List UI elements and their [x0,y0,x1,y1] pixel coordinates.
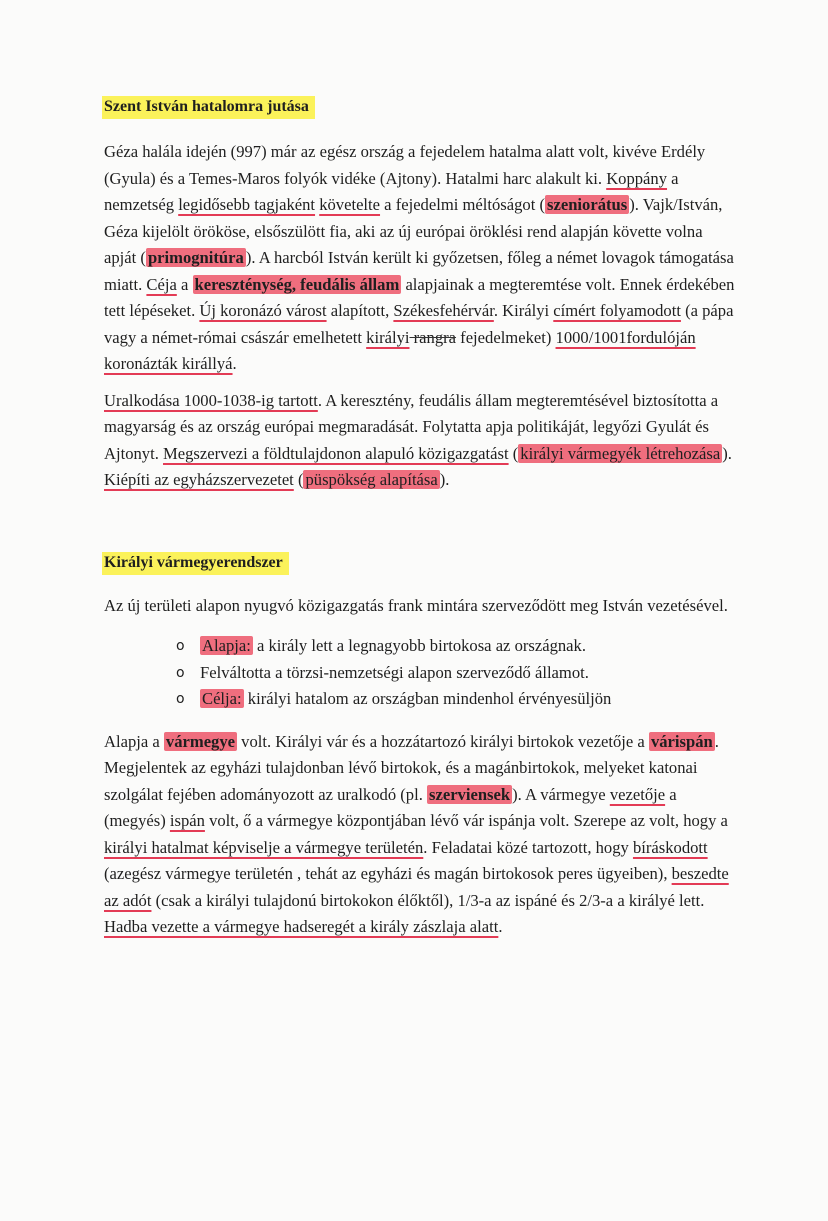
highlight: királyi vármegyék létrehozása [520,443,721,463]
section-county-system [104,552,736,941]
highlight: szerviensek [429,784,511,804]
bullet-icon: o [176,664,185,681]
highlight: püspökség alapítása [305,470,438,489]
paragraph: Az új területi alapon nyugvó közigazgatás frank mintára szerveződött meg István vezetésével. [104,595,728,615]
paragraph: Géza halála idején (997) már az egész ország a fejedelem hatalma alatt volt, kivéve Erdély (Gyula) és a Temes-Maros folyók vidéke (Ajtony). Hatalmi harc alakult ki. Koppány a nemzetség legidősebb tagjaként követelte a fejedelmi méltóságot ( szeniorátus ). Vajk/István, Géza kijelölt örököse, elsőszülött fia, aki az új európai öröklési rend alapján követte volna apját ( primognitúra ). A harcból István került ki győzetsen, főleg a német lovagok támogatása miatt. Céja a kereszténység, feudális állam alapjainak a megteremtése volt. Ennek érdekében tett lépéseket. Új koronázó várost alapított, Székesfehérvár. Királyi címért folyamodott (a pápa vagy a német-római császár emelhetett királyi rangra fejedelmeket) 1000/1001fordulóján koronázták királlyá. [104,142,735,373]
highlight: Alapja: [202,636,251,655]
section-title: Királyi vármegyerendszer [102,552,289,575]
list-item: o Felváltotta a törzsi-nemzetségi alapon szerveződő államot. [176,660,736,687]
highlight: szeniorátus [547,195,628,214]
highlight: várispán [650,731,713,751]
highlight: kereszténység, feudális állam [194,274,400,294]
bullet-icon: o [176,691,185,707]
highlight: Célja: [202,689,242,708]
section-title: Szent István hatalomra jutása [102,96,315,119]
highlight: vármegye [165,731,236,751]
bullet-icon: o [176,638,185,654]
paragraph: Uralkodása 1000-1038-ig tartott. A keresztény, feudális állam megteremtésével biztosította a magyarság és az ország európai megmaradását. Folytatta apja politikáját, legyőzi Gyulát és Ajtonyt. Megszervezi a földtulajdonon alapuló közigazgatást ( királyi vármegyék létrehozása ). Kiépíti az egyházszervezetet ( püspökség alapítása ). [104,390,732,489]
section-stephen-rise [104,96,736,494]
list-item: o Alapja: a király lett a legnagyobb birtokosa az országnak. [176,633,736,660]
highlight: primognitúra [147,248,244,267]
paragraph: Alapja a vármegye volt. Királyi vár és a hozzátartozó királyi birtokok vezetője a várispán . Megjelentek az egyházi tulajdonban lévő birtokok, és a magánbirtokok, melyeket katonai szolgálat fejében adományozott az uralkodó (pl. szerviensek ). A vármegye vezetője a (megyés) ispán volt, ő a vármegye központjában lévő vár ispánja volt. Szerepe az volt, hogy a királyi hatalmat képviselje a vármegye területén. Feladatai közé tartozott, hogy bíráskodott (azegész vármegye területén , tehát az egyházi és magán birtokosok peres ügyeiben), beszedte az adót (csak a királyi tulajdonú birtokokon élőktől), 1/3-a az ispáné és 2/3-a a királyé lett. Hadba vezette a vármegye hadseregét a király zászlaja alatt. [104,731,729,936]
bullet-list [104,633,736,713]
list-item: o Célja: királyi hatalom az országban mindenhol érvényesüljön [176,686,736,713]
strikethrough-text: rangra [409,327,457,347]
